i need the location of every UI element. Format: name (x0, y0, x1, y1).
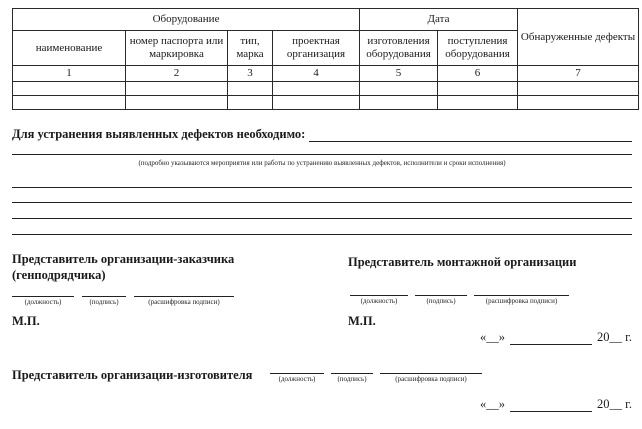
empty-cell (360, 96, 438, 110)
empty-cell (13, 82, 126, 96)
header-cell-equipment: Оборудование (13, 9, 360, 31)
fill-line (309, 129, 632, 142)
fill-line (12, 234, 632, 235)
empty-cell (518, 82, 639, 96)
fill-line (12, 218, 632, 219)
header-cell-design-org: проектная организация (273, 31, 360, 66)
date-underline (510, 333, 592, 345)
date-field (480, 330, 632, 345)
header-cell-type: тип, марка (228, 31, 273, 66)
header-cell-defects: Обнаруженные дефекты (518, 9, 639, 66)
date-day: «__» (480, 397, 506, 411)
position-line (12, 289, 74, 297)
column-number: 3 (228, 66, 273, 82)
column-number: 4 (273, 66, 360, 82)
date-field (480, 397, 632, 412)
header-cell-name: наименование (13, 31, 126, 66)
position-label: (должность) (278, 375, 316, 383)
stamp-placeholder: М.П. (12, 314, 40, 328)
date-day: «__» (480, 330, 506, 344)
transcript-field (474, 288, 569, 305)
empty-cell (228, 96, 273, 110)
position-field (270, 366, 324, 383)
transcript-field (380, 366, 482, 383)
transcript-line (134, 289, 234, 297)
equipment-table (12, 8, 639, 110)
signature-label: (подпись) (89, 298, 119, 306)
signature-field (82, 289, 126, 306)
column-number: 1 (13, 66, 126, 82)
empty-cell (273, 96, 360, 110)
transcript-field (134, 289, 234, 306)
header-cell-manufactured: изготовления оборудования (360, 31, 438, 66)
signature-label: (подпись) (337, 375, 367, 383)
signature-line (415, 288, 467, 296)
signature-line (82, 289, 126, 297)
fill-line (12, 202, 632, 203)
instruction-note: (подробно указываются мероприятия или работы по устранению выявленных дефектов, исполнители и сроки исполнения) (138, 159, 506, 167)
empty-cell (518, 96, 639, 110)
date-underline (510, 400, 592, 412)
fill-line (12, 187, 632, 188)
position-field (12, 289, 74, 306)
position-line (350, 288, 408, 296)
signature-label: (подпись) (426, 297, 456, 305)
header-cell-date: Дата (360, 9, 518, 31)
installer-signature-row (350, 288, 569, 305)
empty-cell (273, 82, 360, 96)
signature-field (415, 288, 467, 305)
date-year: 20__ г. (597, 330, 632, 344)
column-number: 2 (126, 66, 228, 82)
signature-line (331, 366, 373, 374)
transcript-line (380, 366, 482, 374)
transcript-label: (расшифровка подписи) (485, 297, 558, 305)
empty-cell (126, 96, 228, 110)
column-number: 5 (360, 66, 438, 82)
position-label: (должность) (360, 297, 398, 305)
empty-cell (13, 96, 126, 110)
empty-cell (438, 82, 518, 96)
defects-instruction-label: Для устранения выявленных дефектов необходимо: (12, 127, 306, 141)
empty-cell (438, 96, 518, 110)
position-line (270, 366, 324, 374)
column-number: 7 (518, 66, 639, 82)
manufacturer-representative-title: Представитель организации-изготовителя (12, 368, 253, 382)
empty-cell (126, 82, 228, 96)
manufacturer-signature-row (270, 366, 482, 383)
fill-line (12, 154, 632, 155)
customer-signature-row (12, 289, 234, 306)
column-number: 6 (438, 66, 518, 82)
transcript-label: (расшифровка подписи) (148, 298, 220, 306)
signature-field (331, 366, 373, 383)
position-field (350, 288, 408, 305)
installer-representative-title: Представитель монтажной организации (348, 255, 577, 269)
transcript-line (474, 288, 569, 296)
header-cell-passport: номер паспорта или маркировка (126, 31, 228, 66)
stamp-placeholder: М.П. (348, 314, 376, 328)
customer-representative-title: Представитель организации-заказчика (генподрядчика) (12, 252, 235, 282)
empty-cell (360, 82, 438, 96)
position-label: (должность) (24, 298, 62, 306)
empty-cell (228, 82, 273, 96)
defects-instruction-row (12, 127, 632, 142)
date-year: 20__ г. (597, 397, 632, 411)
transcript-label: (расшифровка подписи) (395, 375, 467, 383)
header-cell-received: поступления оборудования (438, 31, 518, 66)
